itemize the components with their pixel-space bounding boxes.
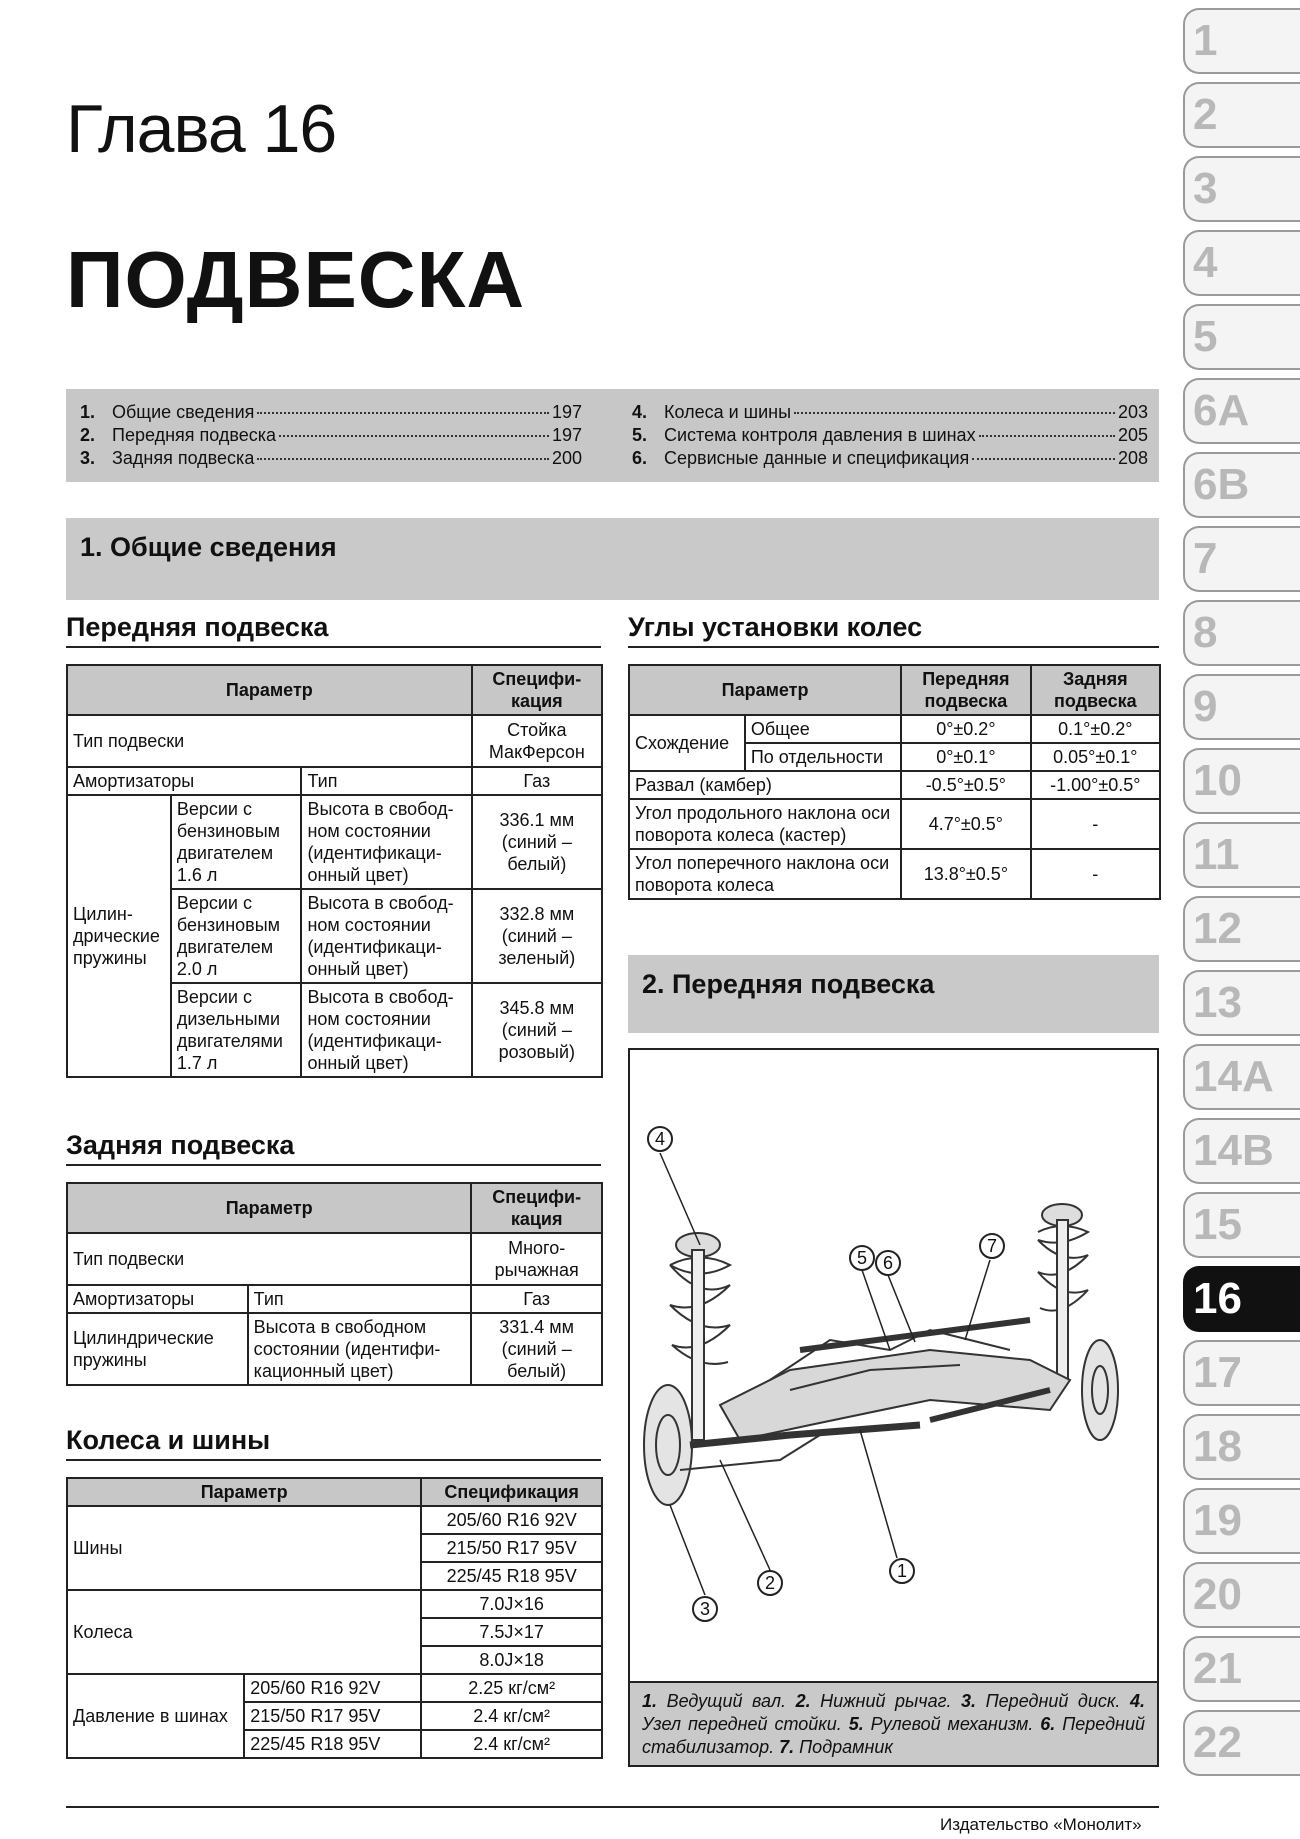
chapter-tab[interactable]: 14A — [1183, 1044, 1300, 1110]
chapter-tab[interactable]: 2 — [1183, 82, 1300, 148]
toc-left — [66, 401, 582, 470]
chapter-tab[interactable]: 5 — [1183, 304, 1300, 370]
chapter-tab[interactable]: 21 — [1183, 1636, 1300, 1702]
svg-text:3: 3 — [699, 1599, 711, 1619]
rear-suspension-heading: Задняя подвеска — [66, 1130, 601, 1166]
callout-2 — [758, 1571, 782, 1595]
toc-item[interactable]: 4. Колеса и шины 203 — [632, 402, 1148, 422]
chapter-tab[interactable]: 15 — [1183, 1192, 1300, 1258]
svg-text:4: 4 — [654, 1129, 666, 1149]
chapter-tab[interactable]: 19 — [1183, 1488, 1300, 1554]
toc-item[interactable]: 2. Передняя подвеска 197 — [80, 425, 582, 445]
callout-3 — [693, 1597, 717, 1621]
page-title: ПОДВЕСКА — [66, 235, 526, 324]
chapter-tab[interactable]: 3 — [1183, 156, 1300, 222]
chapter-tab[interactable]: 9 — [1183, 674, 1300, 740]
chapter-tab[interactable]: 7 — [1183, 526, 1300, 592]
callout-5 — [850, 1246, 874, 1270]
svg-text:5: 5 — [856, 1248, 868, 1268]
chapter-tab[interactable]: 13 — [1183, 970, 1300, 1036]
svg-text:1: 1 — [896, 1561, 908, 1581]
wheels-tires-heading: Колеса и шины — [66, 1425, 601, 1461]
figure-caption: 1. Ведущий вал. 2. Нижний рычаг. 3. Передний диск. 4. Узел передней стойки. 5. Рулевой механизм. 6. Передний стабилизатор. 7. Подрамник — [630, 1681, 1157, 1765]
table-of-contents — [66, 389, 1159, 482]
wheels-tires-table: Параметр Спецификация Шины 205/60 R16 92V 215/50 R17 95V 225/45 R18 95V Колеса 7.0J×16 7.5J×17 8.0J×18 Давление в шинах 205/60 R16 92V 2.25 кг/см² 215/50 R17 95V 2.4 кг/см² 225/45 R18 95V 2.4 кг/см² — [66, 1477, 603, 1759]
publisher-label: Издательство «Монолит» — [940, 1815, 1142, 1834]
chapter-tab-active[interactable]: 16 — [1183, 1266, 1300, 1332]
chapter-tab[interactable]: 1 — [1183, 8, 1300, 74]
section-header-general: 1. Общие сведения — [66, 518, 1159, 600]
chapter-tab[interactable]: 4 — [1183, 230, 1300, 296]
callout-7 — [980, 1234, 1004, 1258]
chapter-tab[interactable]: 14B — [1183, 1118, 1300, 1184]
svg-text:6: 6 — [882, 1253, 894, 1273]
svg-text:2: 2 — [764, 1573, 776, 1593]
callout-4 — [648, 1127, 672, 1151]
chapter-tab[interactable]: 17 — [1183, 1340, 1300, 1406]
chapter-tab[interactable]: 11 — [1183, 822, 1300, 888]
suspension-illustration — [630, 1050, 1157, 1680]
alignment-table: Параметр Передняя подвеска Задняя подвеска Схождение Общее 0°±0.2° 0.1°±0.2° По отдельности 0°±0.1° 0.05°±0.1° Развал (камбер) -0.5°±0.5° -1.00°±0.5° Угол продольного наклона оси поворота колеса (кастер) 4.7°±0.5° - Угол поперечного наклона оси поворота колеса 13.8°±0.5° - — [628, 664, 1161, 900]
chapter-tab[interactable]: 6B — [1183, 452, 1300, 518]
rear-suspension-table: Параметр Специфи-кация Тип подвески Много-рычажная Амортизаторы Тип Газ Цилиндрические пружины Высота в свободном состоянии (идентифи-кационный цвет) 331.4 мм (синий – белый) — [66, 1182, 603, 1386]
front-suspension-figure — [628, 1048, 1159, 1767]
front-suspension-table: Параметр Специфи-кация Тип подвески Стойка МакФерсон Амортизаторы Тип Газ Цилин-дрические пружины Версии с бензиновым двигателем 1.6 л Высота в свобод-ном состоянии (идентификаци-онный цвет) 336.1 мм (синий – белый) Версии с бензиновым двигателем 2.0 л Высота в свобод-ном состоянии (идентификаци-онный цвет) 332.8 мм (синий – зеленый) Версии с дизельными двигателями 1.7 л Высота в свобод-ном состоянии (идентификаци-онный цвет) 345.8 мм (синий – розовый) — [66, 664, 603, 1078]
svg-text:7: 7 — [986, 1236, 998, 1256]
callout-6 — [876, 1251, 900, 1275]
chapter-tab[interactable]: 8 — [1183, 600, 1300, 666]
toc-item[interactable]: 1. Общие сведения 197 — [80, 402, 582, 422]
callout-1 — [890, 1559, 914, 1583]
chapter-tab[interactable]: 10 — [1183, 748, 1300, 814]
chapter-label: Глава 16 — [66, 91, 337, 167]
chapter-tab[interactable]: 20 — [1183, 1562, 1300, 1628]
toc-item[interactable]: 6. Сервисные данные и спецификация 208 — [632, 448, 1148, 468]
front-suspension-heading: Передняя подвеска — [66, 612, 601, 648]
chapter-tab[interactable]: 22 — [1183, 1710, 1300, 1776]
chapter-tab[interactable]: 6A — [1183, 378, 1300, 444]
chapter-tab[interactable]: 18 — [1183, 1414, 1300, 1480]
section-header-front-suspension: 2. Передняя подвеска — [628, 955, 1159, 1033]
toc-right — [618, 401, 1148, 470]
toc-item[interactable]: 3. Задняя подвеска 200 — [80, 448, 582, 468]
chapter-tab[interactable]: 12 — [1183, 896, 1300, 962]
footer-divider — [66, 1806, 1159, 1808]
toc-item[interactable]: 5. Система контроля давления в шинах 205 — [632, 425, 1148, 445]
alignment-heading: Углы установки колес — [628, 612, 1159, 648]
